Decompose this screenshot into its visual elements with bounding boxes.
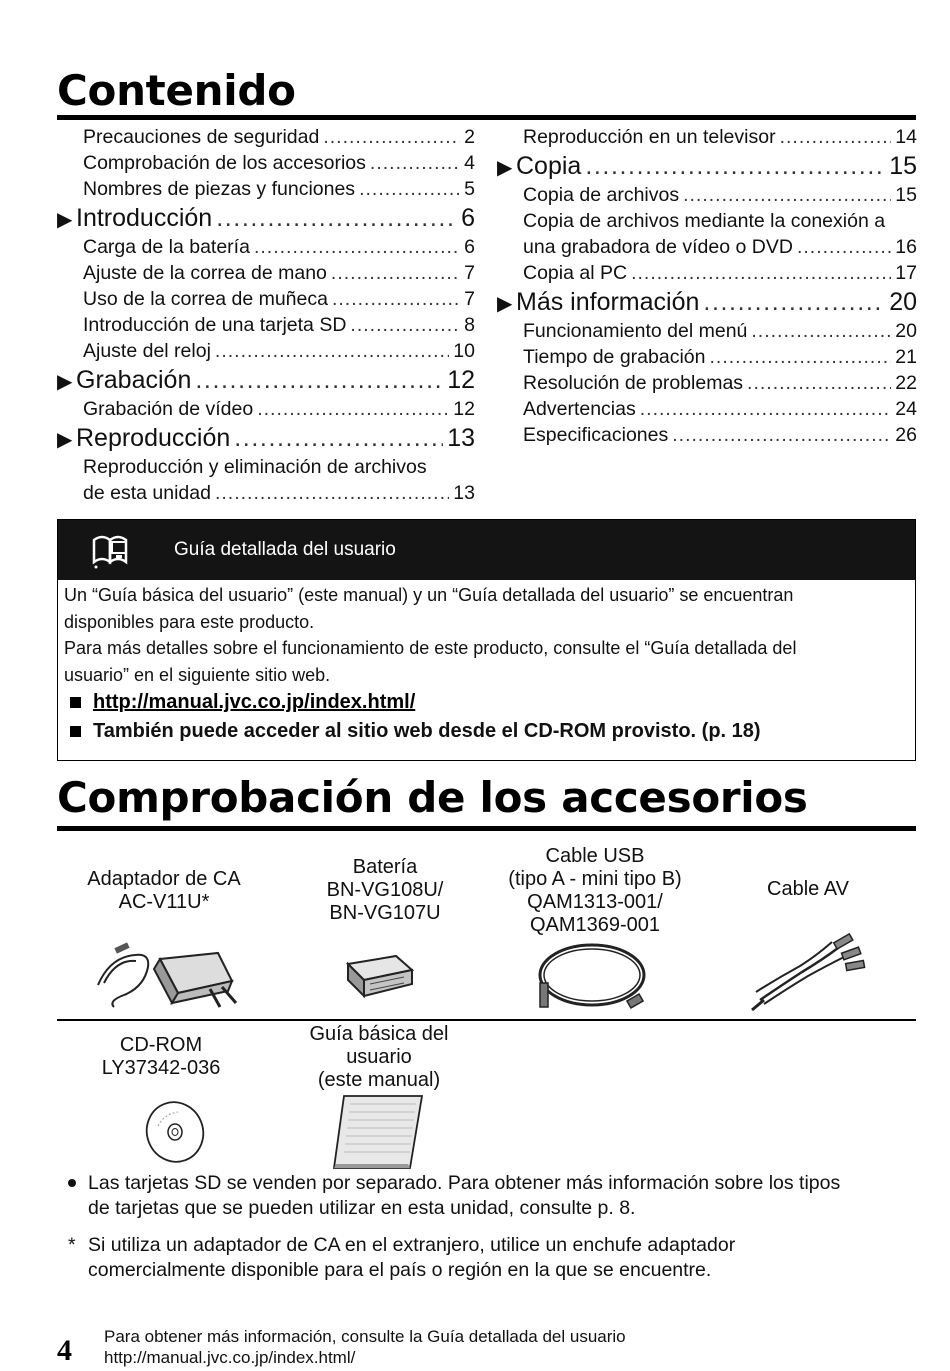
toc-section-entry (497, 150, 917, 182)
toc-leader-dots (331, 260, 460, 286)
toc-entry (497, 318, 917, 344)
toc-leader-dots (215, 480, 449, 506)
acc-label: Cable USB (545, 845, 645, 867)
toc-label: Introducción (76, 204, 213, 232)
toc-left-column (57, 124, 475, 506)
guide-body (58, 580, 915, 748)
acc-label: Adaptador de CA (87, 868, 241, 890)
note-line: Las tarjetas SD se venden por separado. Para obtener más información sobre los tipos (88, 1172, 841, 1194)
toc-leader-dots (216, 202, 457, 234)
page-number: 4 (57, 1334, 72, 1367)
toc-section-entry (57, 364, 475, 396)
guide-text-line: usuario” en el siguiente sitio web. (64, 664, 331, 685)
acc-model: BN-VG108U/ (326, 879, 444, 901)
toc-page-number: 4 (464, 152, 475, 174)
toc-entry (57, 124, 475, 150)
square-bullet-icon (70, 726, 81, 737)
toc-entry (497, 208, 917, 234)
toc-leader-dots (640, 396, 892, 422)
cdrom-bullet (64, 717, 909, 746)
note-line: comercialmente disponible para el país o región en la que se encuentre. (88, 1259, 712, 1281)
ac-adapter-item (63, 868, 265, 914)
toc-leader-dots (672, 422, 891, 448)
toc-leader-dots (751, 318, 891, 344)
acc-model: (tipo A - mini tipo B) (508, 868, 682, 890)
toc-leader-dots (323, 124, 460, 150)
guide-header (58, 520, 915, 580)
page-title: Contenido (57, 66, 296, 115)
toc-label: Ajuste del reloj (83, 340, 211, 362)
toc-label: Comprobación de los accesorios (83, 152, 366, 174)
toc-leader-dots (350, 312, 460, 338)
av-cable-image (742, 930, 872, 1015)
toc-label: Reproducción (76, 424, 231, 452)
toc-leader-dots (195, 364, 443, 396)
toc-entry (497, 260, 917, 286)
toc-page-number: 6 (464, 236, 475, 258)
sd-note (62, 1171, 922, 1221)
toc-leader-dots (709, 344, 891, 370)
toc-label: Copia al PC (523, 262, 628, 284)
toc-page-number: 12 (453, 398, 475, 420)
ac-adapter-image (90, 937, 250, 1012)
toc-page-number: 24 (895, 398, 917, 420)
toc-leader-dots (780, 124, 892, 150)
square-bullet-icon (70, 697, 81, 708)
toc-page-number: 12 (447, 366, 475, 394)
guide-text-line: Para más detalles sobre el funcionamiento de este producto, consulte el “Guía detallada del (64, 638, 797, 658)
toc-label: Especificaciones (523, 424, 669, 446)
toc-entry (57, 150, 475, 176)
toc-leader-dots (234, 422, 443, 454)
toc-page-number: 10 (453, 340, 475, 362)
acc-model: QAM1369-001 (529, 914, 661, 936)
toc-leader-dots (370, 150, 460, 176)
toc-entry (497, 370, 917, 396)
detailed-guide-box (57, 519, 916, 761)
toc-label: Reproducción y eliminación de archivos (83, 456, 427, 478)
toc-page-number: 8 (464, 314, 475, 336)
toc-page-number: 20 (889, 288, 917, 316)
toc-page-number: 26 (895, 424, 917, 446)
toc-label: Grabación de vídeo (83, 398, 254, 420)
toc-leader-dots (631, 260, 891, 286)
toc-label: Reproducción en un televisor (523, 126, 776, 148)
acc-label: usuario (346, 1046, 412, 1068)
accessory-notes (62, 1171, 922, 1283)
toc-entry (57, 454, 475, 480)
toc-entry (57, 312, 475, 338)
toc-page-number: 17 (895, 262, 917, 284)
battery-image (340, 950, 418, 1000)
toc-page-number: 20 (895, 320, 917, 342)
toc-page-number: 13 (453, 482, 475, 504)
toc-label: Advertencias (523, 398, 636, 420)
battery-item (290, 856, 480, 925)
toc-right-column (497, 124, 917, 448)
acc-model: QAM1313-001/ (527, 891, 663, 913)
book-pc-icon (88, 530, 150, 570)
toc-entry (57, 396, 475, 422)
footer-line: Para obtener más información, consulte la Guía detallada del usuario (104, 1327, 626, 1346)
toc-leader-dots (359, 176, 460, 202)
toc-label: Funcionamiento del menú (523, 320, 748, 342)
toc-leader-dots (747, 370, 891, 396)
toc-label: Uso de la correa de muñeca (83, 288, 328, 310)
note-line: de tarjetas que se pueden utilizar en esta unidad, consulte p. 8. (88, 1197, 636, 1219)
toc-entry (57, 338, 475, 364)
toc-page-number: 21 (895, 346, 917, 368)
footer-url: http://manual.jvc.co.jp/index.html/ (104, 1348, 356, 1367)
toc-page-number: 5 (464, 178, 475, 200)
guide-text-line: Un “Guía básica del usuario” (este manual) y un “Guía detallada del usuario” se encuentran (64, 585, 794, 605)
usb-cable-image (530, 937, 655, 1017)
toc-entry (497, 234, 917, 260)
toc-leader-dots (585, 150, 885, 182)
toc-leader-dots (332, 286, 460, 312)
toc-section-entry (497, 286, 917, 318)
toc-leader-dots (215, 338, 449, 364)
av-cable-item (720, 878, 896, 901)
toc-page-number: 16 (895, 236, 917, 258)
toc-label: Grabación (76, 366, 192, 394)
toc-entry (497, 422, 917, 448)
usb-cable-item (490, 845, 700, 937)
accessories-rule (57, 826, 916, 831)
acc-model: LY37342-036 (101, 1057, 221, 1079)
toc-label: Introducción de una tarjeta SD (83, 314, 347, 336)
triangle-arrow-icon: ▶ (57, 209, 73, 231)
cdrom-access-note: También puede acceder al sitio web desde el CD-ROM provisto. (p. 18) (93, 720, 761, 743)
guide-heading: Guía detallada del usuario (174, 539, 396, 560)
guide-text-line: disponibles para este producto. (64, 611, 315, 632)
toc-page-number: 7 (464, 288, 475, 310)
acc-model: BN-VG107U (329, 902, 441, 924)
asterisk-mark: * (68, 1234, 76, 1256)
accessories-title: Comprobación de los accesorios (57, 773, 808, 822)
toc-entry (497, 124, 917, 150)
toc-section-entry (57, 202, 475, 234)
toc-label: Resolución de problemas (523, 372, 744, 394)
triangle-arrow-icon: ▶ (497, 293, 513, 315)
manual-url-link[interactable]: http://manual.jvc.co.jp/index.html/ (93, 691, 416, 714)
footer-text (104, 1326, 626, 1368)
toc-page-number: 6 (461, 204, 475, 232)
accessories-divider (57, 1019, 916, 1021)
acc-label: (este manual) (317, 1069, 441, 1091)
cdrom-image (140, 1096, 210, 1166)
cdrom-item (68, 1034, 254, 1080)
ac-note (62, 1233, 922, 1283)
toc-entry (57, 480, 475, 506)
toc-page-number: 2 (464, 126, 475, 148)
toc-page-number: 13 (447, 424, 475, 452)
toc-entry (57, 260, 475, 286)
toc-leader-dots (797, 234, 891, 260)
toc-label: Nombres de piezas y funciones (83, 178, 356, 200)
toc-label: Ajuste de la correa de mano (83, 262, 327, 284)
basic-manual-item (288, 1023, 470, 1092)
toc-label: de esta unidad (83, 482, 211, 504)
acc-label: Guía básica del (309, 1023, 449, 1045)
toc-label: Precauciones de seguridad (83, 126, 320, 148)
toc-label: Carga de la batería (83, 236, 250, 258)
acc-label: CD-ROM (119, 1034, 203, 1056)
toc-leader-dots (257, 396, 449, 422)
toc-page-number: 7 (464, 262, 475, 284)
toc-label: Más información (516, 288, 700, 316)
toc-label: Tiempo de grabación (523, 346, 706, 368)
url-bullet (64, 688, 909, 717)
acc-label: Cable AV (767, 878, 849, 900)
toc-leader-dots (703, 286, 885, 318)
note-line: Si utiliza un adaptador de CA en el extranjero, utilice un enchufe adaptador (88, 1234, 736, 1256)
toc-leader-dots (683, 182, 891, 208)
toc-entry (497, 396, 917, 422)
manual-book-image (330, 1094, 426, 1170)
toc-section-entry (57, 422, 475, 454)
toc-leader-dots (254, 234, 460, 260)
acc-label: Batería (352, 856, 418, 878)
toc-entry (497, 182, 917, 208)
triangle-arrow-icon: ▶ (497, 157, 513, 179)
triangle-arrow-icon: ▶ (57, 429, 73, 451)
toc-entry (57, 234, 475, 260)
toc-page-number: 14 (895, 126, 917, 148)
toc-entry (57, 176, 475, 202)
toc-label: Copia de archivos mediante la conexión a (523, 210, 886, 232)
toc-entry (57, 286, 475, 312)
title-rule (57, 115, 916, 120)
toc-page-number: 22 (895, 372, 917, 394)
toc-page-number: 15 (895, 184, 917, 206)
round-bullet-icon (62, 1171, 88, 1221)
toc-label: una grabadora de vídeo o DVD (523, 236, 793, 258)
toc-entry (497, 344, 917, 370)
toc-page-number: 15 (889, 152, 917, 180)
acc-model: AC-V11U* (118, 891, 210, 913)
toc-label: Copia de archivos (523, 184, 680, 206)
toc-label: Copia (516, 152, 582, 180)
triangle-arrow-icon: ▶ (57, 371, 73, 393)
